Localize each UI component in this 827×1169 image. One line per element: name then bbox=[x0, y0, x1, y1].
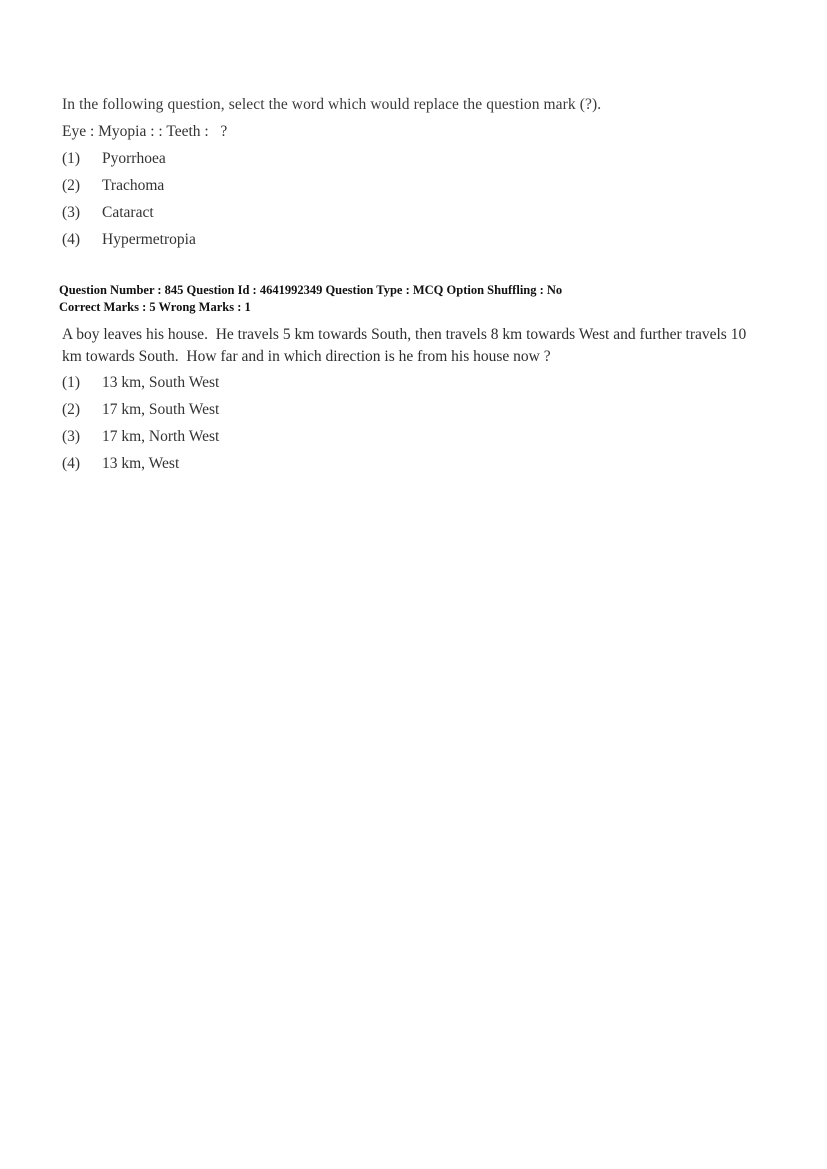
question-1-stem: In the following question, select the word which would replace the question mark (?). bbox=[62, 96, 602, 113]
option-text: Trachoma bbox=[102, 177, 165, 194]
option-text: 13 km, West bbox=[102, 455, 180, 472]
option-number: (1) bbox=[62, 150, 81, 167]
option-text: 17 km, South West bbox=[102, 401, 220, 418]
option-number: (4) bbox=[62, 231, 81, 248]
option-number: (3) bbox=[62, 428, 81, 445]
option-number: (1) bbox=[62, 374, 81, 391]
option-number: (4) bbox=[62, 455, 81, 472]
question-1-option-3 bbox=[62, 204, 154, 222]
option-text: Cataract bbox=[102, 204, 154, 221]
option-number: (2) bbox=[62, 401, 81, 418]
question-1-analogy: Eye : Myopia : : Teeth : ? bbox=[62, 123, 228, 140]
option-text: 17 km, North West bbox=[102, 428, 220, 445]
option-number: (2) bbox=[62, 177, 81, 194]
question-2-option-1 bbox=[62, 374, 219, 392]
question-2-option-3 bbox=[62, 428, 219, 446]
question-2-option-4 bbox=[62, 455, 179, 473]
question-1-option-2 bbox=[62, 177, 164, 195]
question-1-option-4 bbox=[62, 231, 196, 249]
option-text: Hypermetropia bbox=[102, 231, 196, 248]
question-2-option-2 bbox=[62, 401, 219, 419]
question-1-option-1 bbox=[62, 150, 166, 168]
option-number: (3) bbox=[62, 204, 81, 221]
option-text: 13 km, South West bbox=[102, 374, 220, 391]
question-2-marks: Correct Marks : 5 Wrong Marks : 1 bbox=[59, 300, 251, 314]
option-text: Pyorrhoea bbox=[102, 150, 166, 167]
question-2-meta: Question Number : 845 Question Id : 4641992349 Question Type : MCQ Option Shuffling : No bbox=[59, 283, 563, 297]
question-2-stem: A boy leaves his house. He travels 5 km towards South, then travels 8 km towards West and further travels 10 km towards South. How far and in which direction is he from his house now ? bbox=[62, 326, 751, 365]
